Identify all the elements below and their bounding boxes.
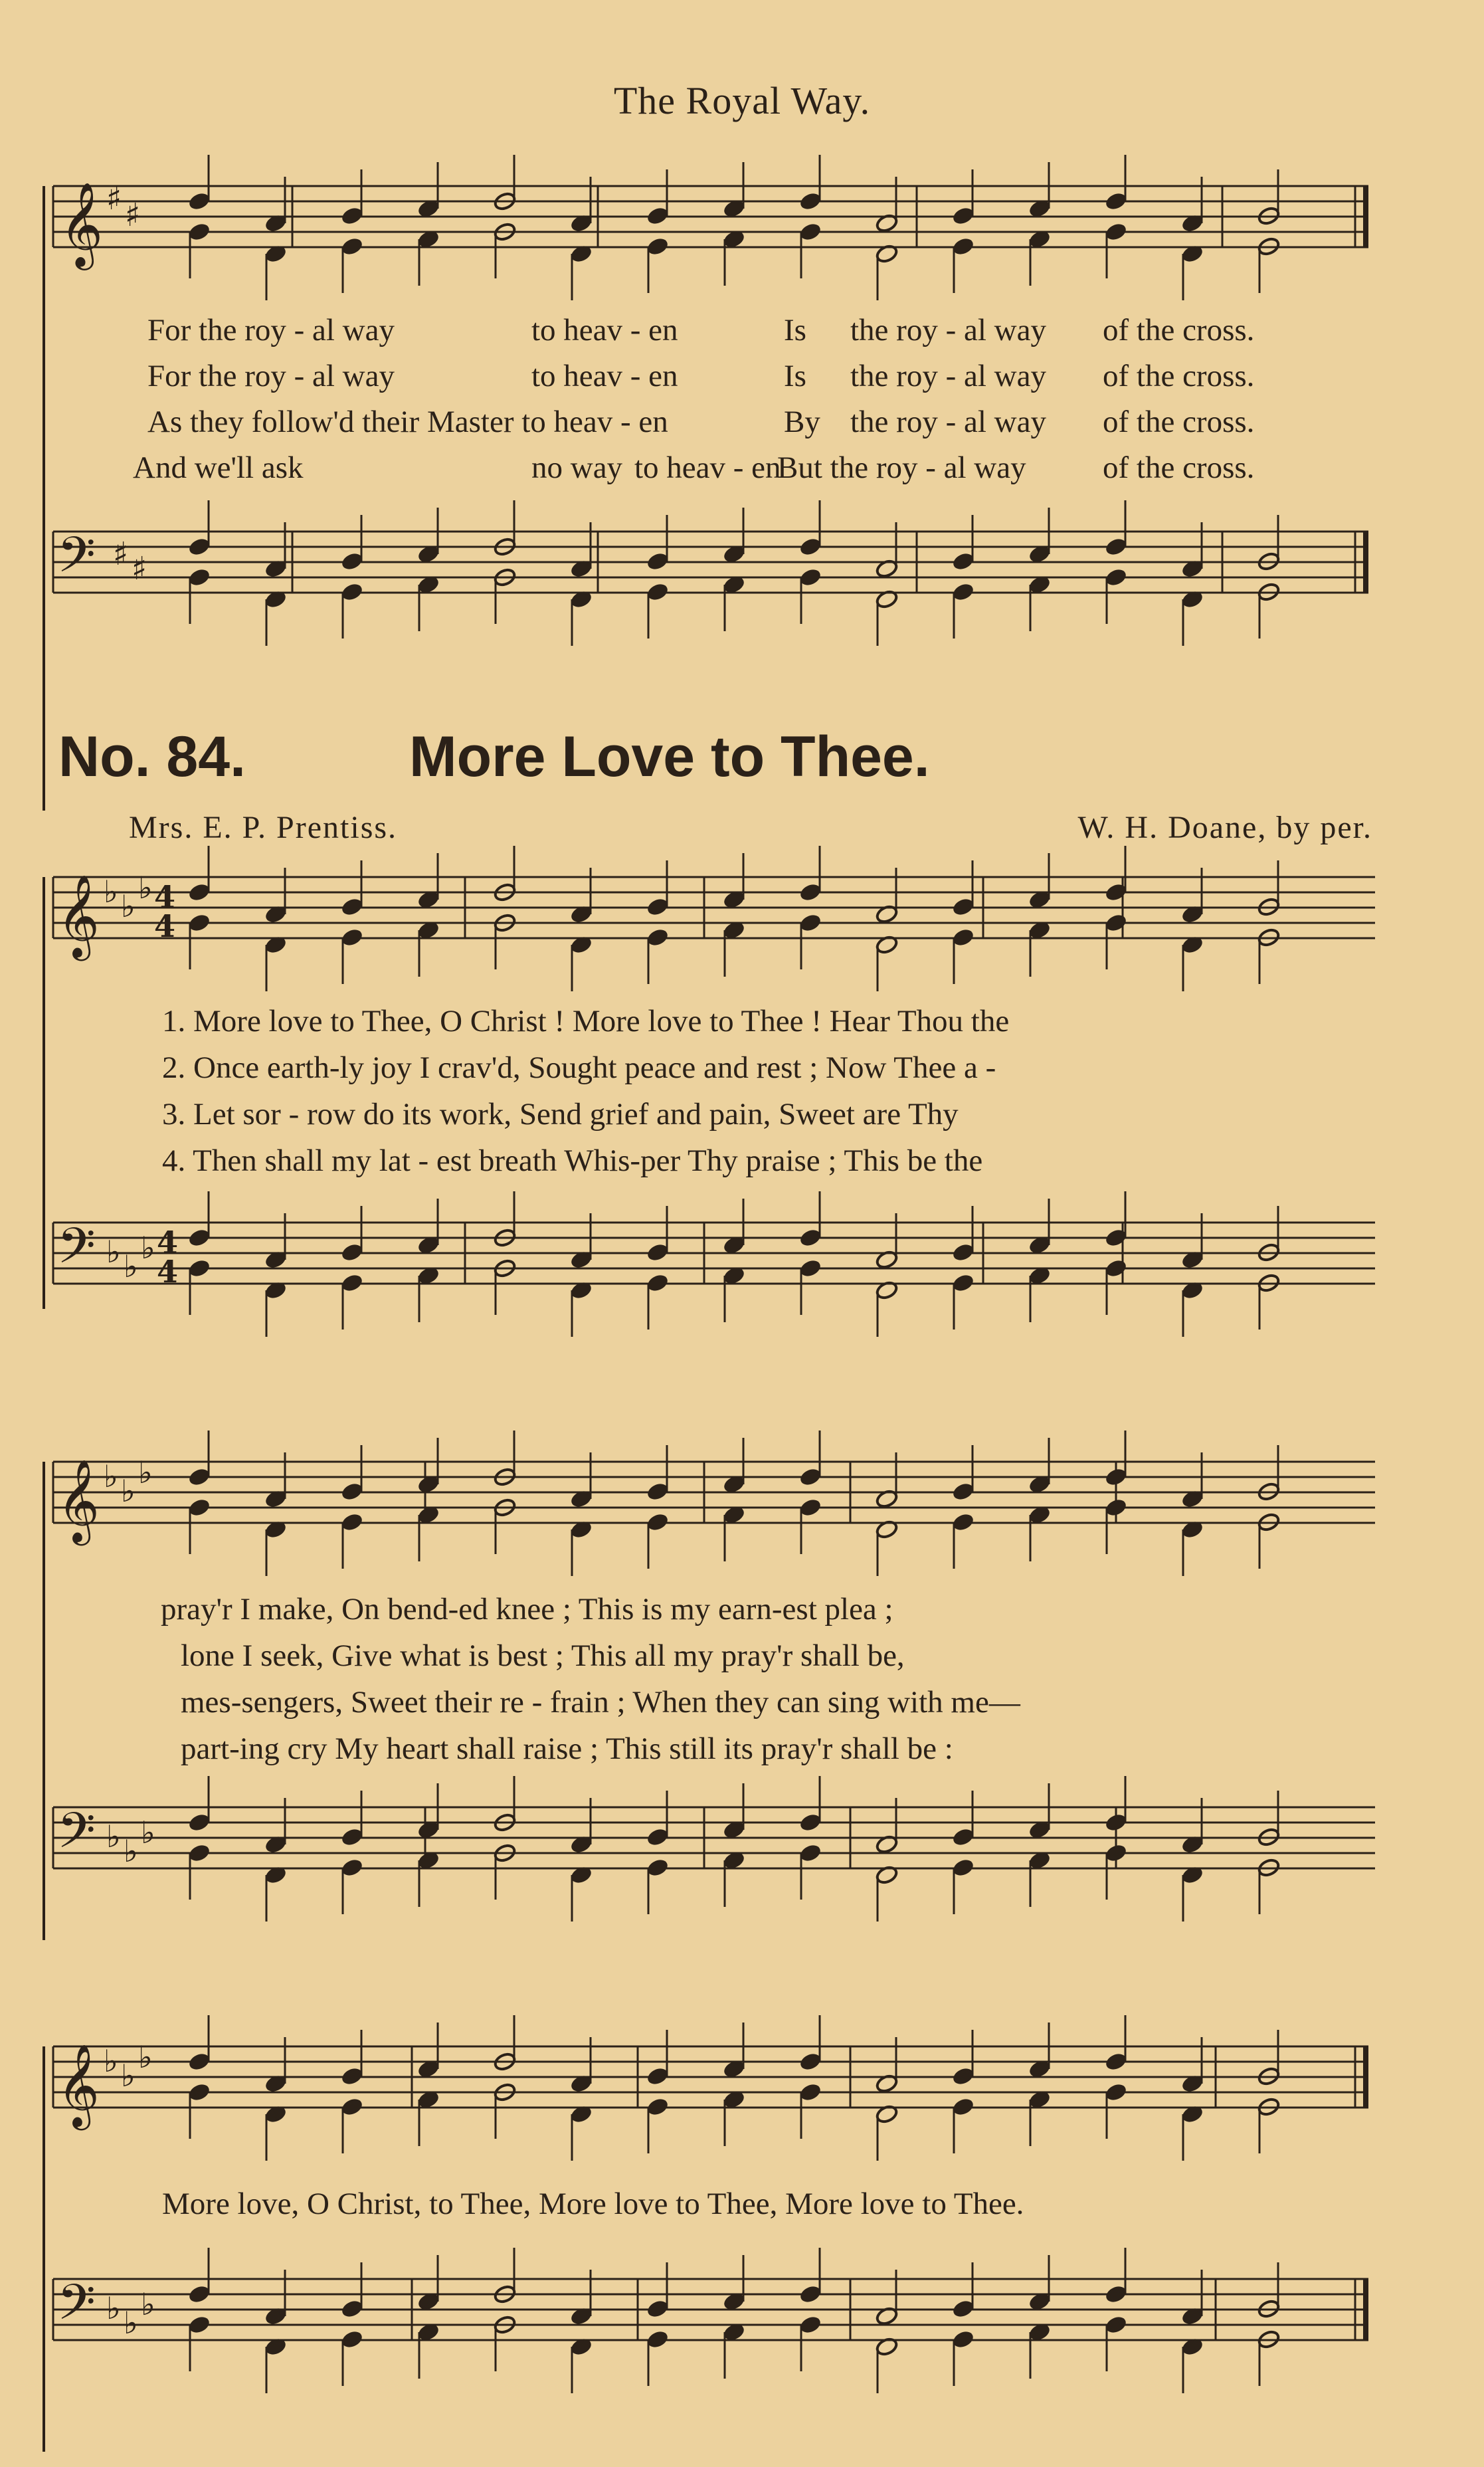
lower-voice-note [187,222,211,243]
lower-voice-note [187,2315,211,2335]
upper-voice-note [340,897,364,918]
upper-voice-note [951,1827,975,1848]
top-lyric-v3-seg3: By [784,405,820,439]
svg-text:♭: ♭ [106,1234,121,1270]
lower-voice-note [798,2082,822,2103]
svg-text:♭: ♭ [106,2290,121,2326]
verse-2-line-2: lone I seek, Give what is best ; This all my pray'r shall be, [181,1638,905,1673]
upper-voice-note [1104,537,1128,557]
lower-voice-note [1104,1258,1128,1279]
svg-text:♭: ♭ [104,2043,118,2079]
top-lyric-v1-seg4: the roy - al way [850,313,1046,347]
verse-3-line-1: 3. Let sor - row do its work, Send grief and pain, Sweet are Thy [162,1097,959,1132]
upper-voice-note [798,537,822,557]
lower-voice-note [187,2082,211,2103]
upper-voice-note [646,1827,670,1848]
lower-voice-note [187,1258,211,1279]
upper-voice-note [798,191,822,212]
system2-treble-staff [0,1429,1484,1575]
upper-voice-note [340,1242,364,1263]
svg-text:♭: ♭ [141,1815,155,1850]
upper-voice-note [1104,2284,1128,2305]
upper-voice-note [187,882,211,903]
lower-voice-note [951,1512,975,1533]
lower-voice-note [340,237,364,257]
top-lyric-v1-seg3: Is [784,313,806,347]
lower-voice-note [646,582,670,603]
top-bass-staff [0,492,1484,658]
top-lyric-v1-seg5: of the cross. [1103,313,1255,347]
top-treble-staff [0,146,1484,312]
lower-voice-note [951,237,975,257]
lower-voice-note [340,928,364,948]
hymn-author: Mrs. E. P. Prentiss. [129,810,398,845]
upper-voice-note [798,882,822,903]
lower-voice-note [798,2315,822,2335]
lower-voice-note [340,1858,364,1878]
top-lyric-v4-seg3: to heav - en [634,450,781,485]
svg-text:♭: ♭ [124,1248,138,1284]
refrain-lyric: More love, O Christ, to Thee, More love to Thee, More love to Thee. [162,2187,1024,2221]
lower-voice-note [951,582,975,603]
lower-voice-note [951,2097,975,2118]
upper-voice-note [187,191,211,212]
upper-voice-note [1104,1813,1128,1833]
system3-bass-staff [0,2246,1484,2399]
upper-voice-note [187,1467,211,1488]
upper-voice-note [646,2066,670,2087]
lower-voice-note [951,1273,975,1294]
lower-voice-note [187,1498,211,1518]
svg-text:𝄢: 𝄢 [57,526,96,596]
verse-4-line-1: 4. Then shall my lat - est breath Whis-per Thy praise ; This be the [162,1143,983,1178]
svg-text:♭: ♭ [106,1819,121,1854]
verse-4-line-2: part-ing cry My heart shall raise ; This still its pray'r shall be : [181,1731,953,1766]
lower-voice-note [1104,1843,1128,1864]
upper-voice-note [340,551,364,572]
lower-voice-note [340,1512,364,1533]
upper-voice-note [646,2299,670,2319]
lower-voice-note [187,1843,211,1864]
upper-voice-note [187,537,211,557]
svg-text:4: 4 [157,1225,179,1260]
upper-voice-note [798,1813,822,1833]
upper-voice-note [1104,1228,1128,1248]
lower-voice-note [1104,567,1128,588]
lower-voice-note [951,1858,975,1878]
svg-text:♭: ♭ [121,2058,136,2094]
svg-text:♭: ♭ [138,2039,153,2075]
upper-voice-note [951,206,975,227]
lower-voice-note [646,1858,670,1878]
svg-text:4: 4 [154,879,176,915]
lower-voice-note [187,913,211,934]
hymn-number: No. 84. [58,725,246,789]
upper-voice-note [1104,1467,1128,1488]
upper-voice-note [187,1228,211,1248]
upper-voice-note [1104,882,1128,903]
svg-text:♯: ♯ [125,197,141,234]
lower-voice-note [340,1273,364,1294]
upper-voice-note [187,2052,211,2072]
svg-text:♭: ♭ [141,2286,155,2322]
verse-3-line-2: mes-sengers, Sweet their re - frain ; When they can sing with me— [181,1685,1020,1720]
svg-text:♯: ♯ [106,180,122,217]
lower-voice-note [798,1843,822,1864]
svg-text:𝄞: 𝄞 [57,1459,100,1542]
svg-text:𝄞: 𝄞 [57,874,100,957]
svg-text:♭: ♭ [124,1833,138,1869]
lower-voice-note [798,1498,822,1518]
svg-text:♭: ♭ [121,888,136,924]
svg-text:♭: ♭ [124,2305,138,2341]
upper-voice-note [340,206,364,227]
upper-voice-note [340,2066,364,2087]
lower-voice-note [646,928,670,948]
upper-voice-note [187,2284,211,2305]
svg-text:♯: ♯ [132,550,147,587]
top-lyric-v2-seg5: of the cross. [1103,359,1255,393]
svg-text:♯: ♯ [113,536,129,573]
svg-text:♭: ♭ [138,1454,153,1490]
lower-voice-note [646,1273,670,1294]
top-lyric-v4-seg5: of the cross. [1103,450,1255,485]
lower-voice-note [340,2097,364,2118]
svg-text:♭: ♭ [138,870,153,906]
lower-voice-note [340,582,364,603]
svg-text:♭: ♭ [121,1473,136,1509]
upper-voice-note [951,897,975,918]
upper-voice-note [951,1242,975,1263]
lower-voice-note [340,2329,364,2350]
lower-voice-note [1104,2315,1128,2335]
upper-voice-note [1104,2052,1128,2072]
upper-voice-note [646,1242,670,1263]
top-lyric-v1-seg2: to heav - en [531,313,678,347]
lower-voice-note [798,567,822,588]
hymn-composer: W. H. Doane, by per. [1077,810,1372,845]
upper-voice-note [646,551,670,572]
upper-voice-note [646,897,670,918]
svg-text:𝄢: 𝄢 [57,1217,96,1287]
top-lyric-v2-seg2: to heav - en [531,359,678,393]
top-lyric-v1-seg1: For the roy - al way [147,313,395,347]
top-lyric-v2-seg3: Is [784,359,806,393]
upper-voice-note [187,1813,211,1833]
svg-text:4: 4 [154,908,176,944]
lower-voice-note [646,2097,670,2118]
verse-2-line-1: 2. Once earth-ly joy I crav'd, Sought peace and rest ; Now Thee a - [162,1050,996,1085]
svg-text:𝄞: 𝄞 [60,181,104,266]
lower-voice-note [1104,1498,1128,1518]
top-lyric-v3-seg4: the roy - al way [850,405,1046,439]
verse-1-line-2: pray'r I make, On bend-ed knee ; This is my earn-est plea ; [161,1592,893,1627]
svg-text:♭: ♭ [104,1458,118,1494]
lower-voice-note [798,1258,822,1279]
lower-voice-note [951,928,975,948]
upper-voice-note [340,1482,364,1502]
svg-text:𝄢: 𝄢 [57,2274,96,2343]
top-lyric-v4-seg1: And we'll ask [133,450,304,485]
top-lyric-v4-seg2: no way [531,450,623,485]
svg-text:𝄞: 𝄞 [57,2044,100,2127]
upper-voice-note [646,206,670,227]
lower-voice-note [1104,913,1128,934]
hymn-title: More Love to Thee. [409,725,930,789]
lower-voice-note [187,567,211,588]
upper-voice-note [340,2299,364,2319]
lower-voice-note [1104,2082,1128,2103]
svg-text:𝄢: 𝄢 [57,1802,96,1872]
svg-text:♭: ♭ [141,1230,155,1266]
upper-voice-note [798,2052,822,2072]
lower-voice-note [646,237,670,257]
system1-treble-staff [0,844,1484,990]
lower-voice-note [646,2329,670,2350]
system1-bass-staff [0,1189,1484,1342]
svg-text:4: 4 [157,1254,179,1290]
svg-text:♭: ♭ [104,874,118,910]
upper-voice-note [951,2066,975,2087]
lower-voice-note [951,2329,975,2350]
top-lyric-v2-seg4: the roy - al way [850,359,1046,393]
top-hymn-title: The Royal Way. [613,79,871,122]
upper-voice-note [646,1482,670,1502]
top-lyric-v3-seg1: As they follow'd their Master to heav - en [147,405,668,439]
lower-voice-note [646,1512,670,1533]
top-lyric-v2-seg1: For the roy - al way [147,359,395,393]
upper-voice-note [798,1228,822,1248]
lower-voice-note [798,222,822,243]
verse-1-line-1: 1. More love to Thee, O Christ ! More love to Thee ! Hear Thou the [162,1004,1010,1038]
upper-voice-note [951,551,975,572]
upper-voice-note [951,1482,975,1502]
system3-treble-staff [0,2013,1484,2159]
system2-bass-staff [0,1774,1484,1927]
upper-voice-note [798,2284,822,2305]
upper-voice-note [340,1827,364,1848]
lower-voice-note [798,913,822,934]
upper-voice-note [1104,191,1128,212]
top-lyric-v4-seg4: But the roy - al way [777,450,1026,485]
upper-voice-note [951,2299,975,2319]
top-lyric-v3-seg5: of the cross. [1103,405,1255,439]
upper-voice-note [798,1467,822,1488]
lower-voice-note [1104,222,1128,243]
